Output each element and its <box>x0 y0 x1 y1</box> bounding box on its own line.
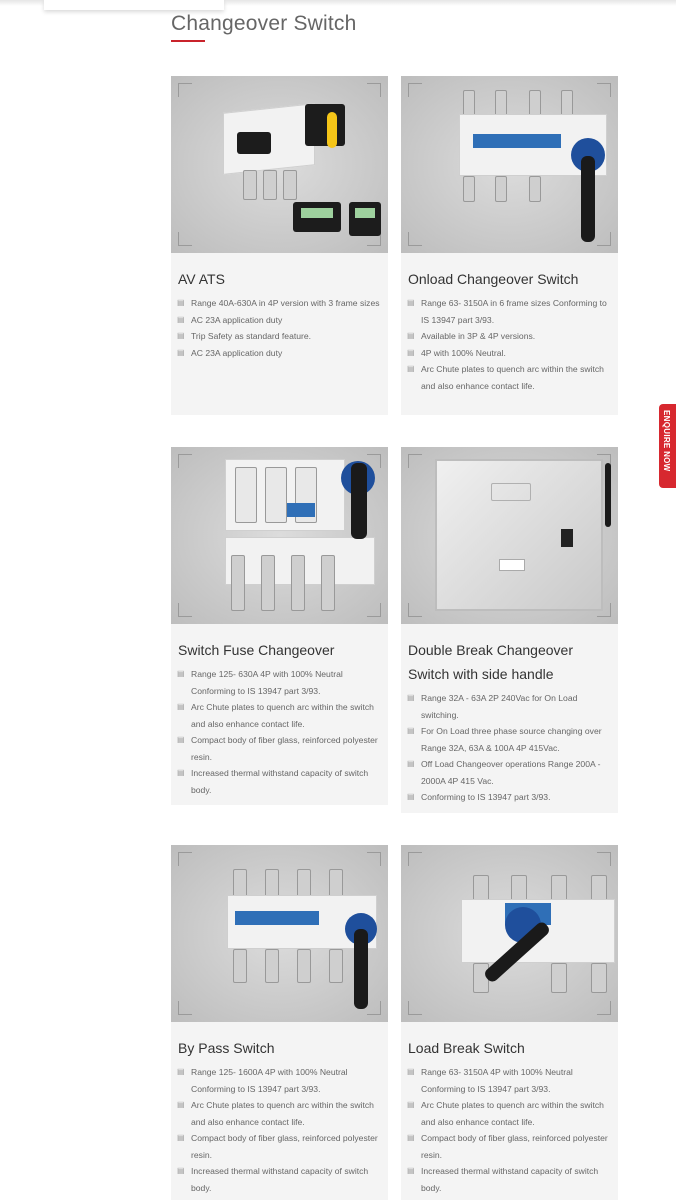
bullet-icon: ▤ <box>177 347 185 357</box>
bullet-icon: ▤ <box>407 726 415 735</box>
bullet-icon: ▤ <box>407 347 415 357</box>
feature-list <box>171 662 388 808</box>
feature-list <box>171 291 388 371</box>
bullet-icon: ▤ <box>177 1100 185 1109</box>
bullet-icon: ▤ <box>407 1166 415 1175</box>
bullet-icon: ▤ <box>407 364 415 373</box>
feature-list <box>401 1060 618 1200</box>
list-item: ▤ Arc Chute plates to quench arc within the switch and also enhance contact life. <box>177 699 382 732</box>
list-item: ▤ Compact body of fiber glass, reinforced polyester resin. <box>177 1130 382 1163</box>
bullet-icon: ▤ <box>407 298 415 307</box>
bullet-icon: ▤ <box>407 693 415 702</box>
list-item: ▤ Trip Safety as standard feature. <box>177 328 382 345</box>
list-item: ▤ Conforming to IS 13947 part 3/93. <box>407 789 612 806</box>
top-dropdown-menu[interactable] <box>44 0 224 10</box>
list-item: ▤ 4P with 100% Neutral. <box>407 345 612 362</box>
enquire-now-tab[interactable] <box>659 404 676 488</box>
product-title[interactable]: By Pass Switch <box>178 1040 275 1056</box>
feature-list <box>401 686 618 816</box>
bullet-icon: ▤ <box>407 1100 415 1109</box>
list-item: ▤ Range 40A-630A in 4P version with 3 frame sizes <box>177 295 382 312</box>
list-item: ▤ Range 63- 3150A 4P with 100% Neutral Conforming to IS 13947 part 3/93. <box>407 1064 612 1097</box>
list-item: ▤ Off Load Changeover operations Range 200A - 2000A 4P 415 Vac. <box>407 756 612 789</box>
section-title: Changeover Switch <box>171 12 357 35</box>
list-item: ▤ AC 23A application duty <box>177 312 382 329</box>
product-card-onload-changeover[interactable] <box>401 76 618 415</box>
bullet-icon: ▤ <box>177 314 185 324</box>
list-item: ▤ Range 63- 3150A in 6 frame sizes Conforming to IS 13947 part 3/93. <box>407 295 612 328</box>
load-break-switch-image[interactable] <box>401 845 618 1022</box>
list-item: ▤ For On Load three phase source changing over Range 32A, 63A & 100A 4P 415Vac. <box>407 723 612 756</box>
list-item: ▤ Range 125- 630A 4P with 100% Neutral Conforming to IS 13947 part 3/93. <box>177 666 382 699</box>
bullet-icon: ▤ <box>177 1133 185 1142</box>
bullet-icon: ▤ <box>407 759 415 768</box>
list-item: ▤ Increased thermal withstand capacity of switch body. <box>177 1163 382 1196</box>
feature-list <box>401 291 618 404</box>
product-title[interactable]: Load Break Switch <box>408 1040 525 1056</box>
enquire-now-label: ENQUIRE NOW <box>662 410 671 472</box>
bullet-icon: ▤ <box>407 331 415 340</box>
bypass-switch-image[interactable] <box>171 845 388 1022</box>
list-item: ▤ Range 32A - 63A 2P 240Vac for On Load switching. <box>407 690 612 723</box>
list-item: ▤ Arc Chute plates to quench arc within the switch and also enhance contact life. <box>407 1097 612 1130</box>
bullet-icon: ▤ <box>177 331 185 340</box>
enclosure-switch-image[interactable] <box>401 447 618 624</box>
bullet-icon: ▤ <box>407 1067 415 1076</box>
product-card-switch-fuse[interactable] <box>171 447 388 805</box>
bullet-icon: ▤ <box>177 1166 185 1175</box>
ats-controller-image[interactable] <box>171 76 388 253</box>
list-item: ▤ Arc Chute plates to quench arc within the switch and also enhance contact life. <box>177 1097 382 1130</box>
list-item: ▤ Available in 3P & 4P versions. <box>407 328 612 345</box>
switch-fuse-image[interactable] <box>171 447 388 624</box>
list-item: ▤ AC 23A application duty <box>177 345 382 362</box>
title-underline <box>171 40 205 42</box>
onload-switch-image[interactable] <box>401 76 618 253</box>
product-title[interactable]: Double Break Changeover Switch with side handle <box>408 642 573 682</box>
bullet-icon: ▤ <box>407 792 415 801</box>
product-card-load-break[interactable] <box>401 845 618 1200</box>
list-item: ▤ Range 125- 1600A 4P with 100% Neutral Conforming to IS 13947 part 3/93. <box>177 1064 382 1097</box>
bullet-icon: ▤ <box>177 298 185 307</box>
bullet-icon: ▤ <box>177 1067 185 1076</box>
bullet-icon: ▤ <box>177 735 185 744</box>
list-item: ▤ Increased thermal withstand capacity of switch body. <box>407 1163 612 1196</box>
product-card-bypass[interactable] <box>171 845 388 1200</box>
product-card-double-break[interactable] <box>401 447 618 813</box>
product-card-av-ats[interactable] <box>171 76 388 415</box>
list-item: ▤ Increased thermal withstand capacity of switch body. <box>177 765 382 798</box>
list-item: ▤ Compact body of fiber glass, reinforced polyester resin. <box>407 1130 612 1163</box>
product-title[interactable]: AV ATS <box>178 271 225 287</box>
bullet-icon: ▤ <box>177 702 185 711</box>
bullet-icon: ▤ <box>177 669 185 678</box>
feature-list <box>171 1060 388 1200</box>
bullet-icon: ▤ <box>177 768 185 777</box>
product-title[interactable]: Switch Fuse Changeover <box>178 642 335 658</box>
product-title[interactable]: Onload Changeover Switch <box>408 271 579 287</box>
list-item: ▤ Arc Chute plates to quench arc within the switch and also enhance contact life. <box>407 361 612 394</box>
bullet-icon: ▤ <box>407 1133 415 1142</box>
list-item: ▤ Compact body of fiber glass, reinforced polyester resin. <box>177 732 382 765</box>
